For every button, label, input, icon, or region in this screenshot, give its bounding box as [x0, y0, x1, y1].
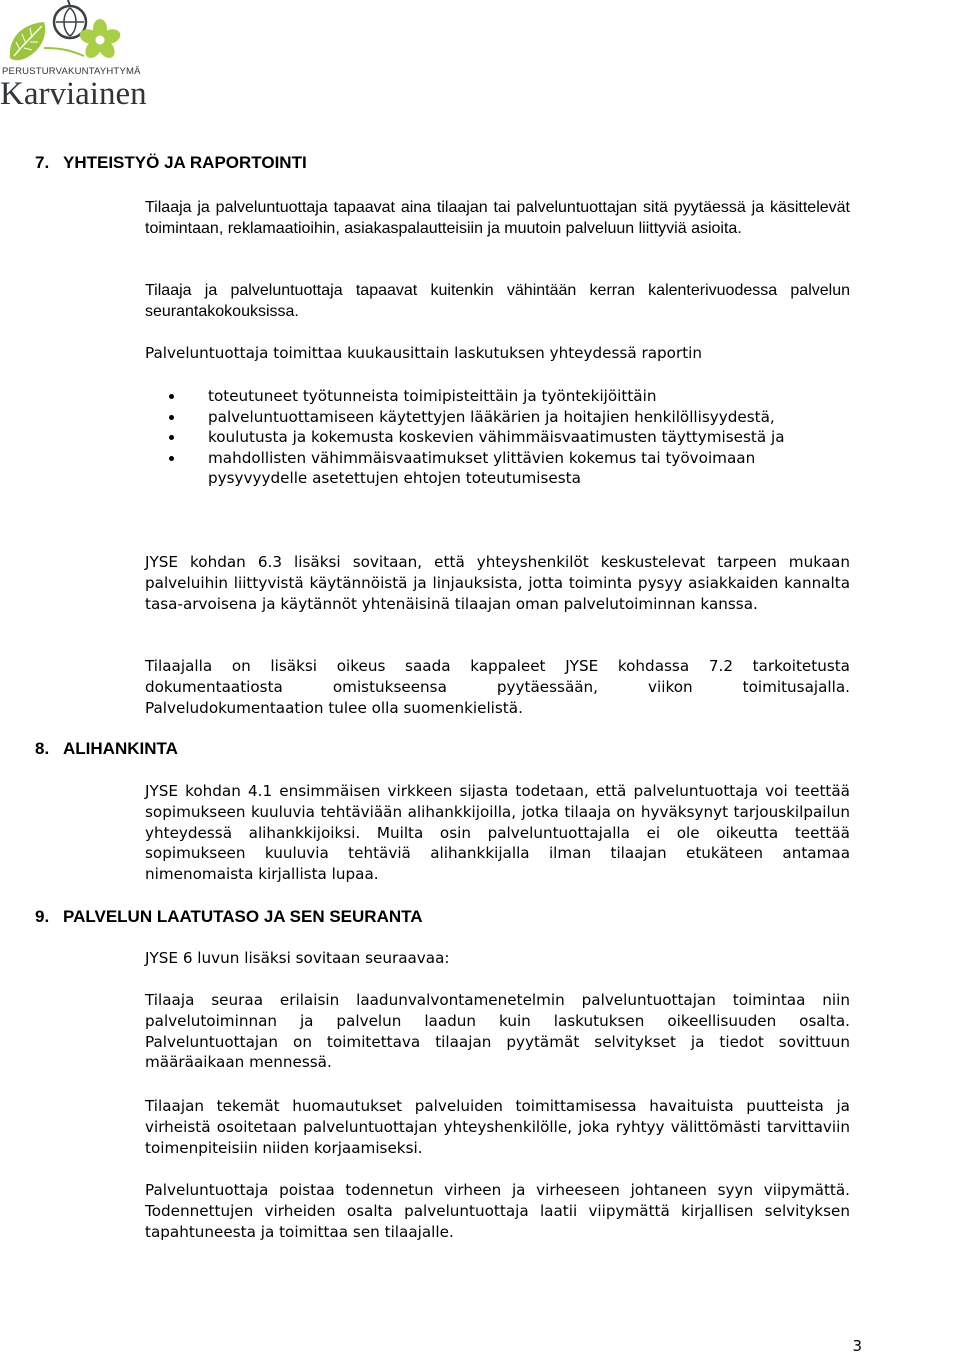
paragraph: Palveluntuottaja poistaa todennetun virheen ja virheeseen johtaneen syyn viipymättä. Todennettujen virheiden osalta palveluntuottaja laatii viipymättä kirjallisen selvityksen tapahtuneesta ja toimittaa sen tilaajalle. — [145, 1181, 850, 1241]
section-8-title: ALIHANKINTA — [63, 739, 178, 758]
paragraph: Tilaaja seuraa erilaisin laadunvalvontamenetelmin palveluntuottajan toimintaa niin palvelutoiminnan ja palvelun laadun kuin laskutuksen oikeellisuuden osalta. Palveluntuottajan on toimitettava tilaajan pyytämät selvitykset ja tiedot sovittuun määräaikaan mennessä. — [145, 991, 850, 1072]
logo-organization-text: PERUSTURVAKUNTAYHTYMÄ — [2, 66, 141, 77]
paragraph: Tilaaja ja palveluntuottaja tapaavat kuitenkin vähintään kerran kalenterivuodessa palvelun seurantakokouksissa. — [145, 282, 850, 320]
paragraph: JYSE 6 luvun lisäksi sovitaan seuraavaa: — [145, 949, 450, 967]
paragraph: Tilaajalla on lisäksi oikeus saada kappaleet JYSE kohdassa 7.2 tarkoitetusta dokumentaatiosta omistukseensa pyytäessään, viikon toimitusajalla. Palveludokumentaation tulee olla suomenkielistä. — [145, 657, 850, 717]
section-8-heading — [35, 739, 178, 759]
paragraph: Palveluntuottaja toimittaa kuukausittain laskutuksen yhteydessä raportin — [145, 344, 702, 362]
section-9-number: 9. — [35, 907, 50, 926]
paragraph: JYSE kohdan 6.3 lisäksi sovitaan, että yhteyshenkilöt keskustelevat tarpeen mukaan palveluihin liittyvistä käytännöistä ja linjauksista, jotta toiminta pysyy asiakkaiden kannalta tasa-arvoisena ja käytännöt yhtenäisinä tilaajan oman palvelutoiminnan kanssa. — [145, 553, 850, 613]
section-7-heading — [35, 153, 307, 173]
paragraph: Tilaaja ja palveluntuottaja tapaavat aina tilaajan tai palveluntuottajan sitä pyytäessä ja käsittelevät toimintaan, reklamaatioihin, asiakaspalautteisiin ja muutoin palveluun liittyviä asioita. — [145, 199, 850, 237]
paragraph: Tilaajan tekemät huomautukset palveluiden toimittamisessa havaituista puutteista ja virheistä osoitetaan palveluntuottajan yhteyshenkilölle, joka ryhtyy välittömästi tarvittaviin toimenpiteisiin niiden korjaamiseksi. — [145, 1097, 850, 1157]
section-7-title: YHTEISTYÖ JA RAPORTOINTI — [63, 153, 307, 172]
list-item: koulutusta ja kokemusta koskevien vähimmäisvaatimusten täyttymisestä ja — [145, 427, 850, 448]
section-9-heading — [35, 907, 423, 927]
report-contents-list — [145, 386, 850, 489]
logo-name-text: Karviainen — [0, 76, 147, 112]
list-item: mahdollisten vähimmäisvaatimukset ylittävien kokemus tai työvoimaan pysyvyydelle asetettujen ehtojen toteutumisesta — [145, 448, 850, 489]
list-item: toteutuneet työtunneista toimipisteittäin ja työntekijöittäin — [145, 386, 850, 407]
section-9-title: PALVELUN LAATUTASO JA SEN SEURANTA — [63, 907, 423, 926]
section-8-number: 8. — [35, 739, 50, 758]
section-7-number: 7. — [35, 153, 50, 172]
page-number: 3 — [852, 1337, 862, 1355]
list-item: palveluntuottamiseen käytettyjen lääkärien ja hoitajien henkilöllisyydestä, — [145, 407, 850, 428]
paragraph: JYSE kohdan 4.1 ensimmäisen virkkeen sijasta todetaan, että palveluntuottaja voi teettää sopimukseen kuuluvia tehtäviään alihankkijoilla, jotka tilaaja on hyväksynyt tarjouskilpailun yhteydessä alihankkijoiksi. Muilta osin palveluntuottajalla ei ole oikeutta teettää sopimukseen kuuluvia tehtäviä alihankkijalla ilman tilaajan etukäteen antamaa nimenomaista kirjallista lupaa. — [145, 782, 850, 884]
gooseberry-flower-logo-icon — [0, 0, 150, 70]
organization-logo — [0, 0, 150, 120]
